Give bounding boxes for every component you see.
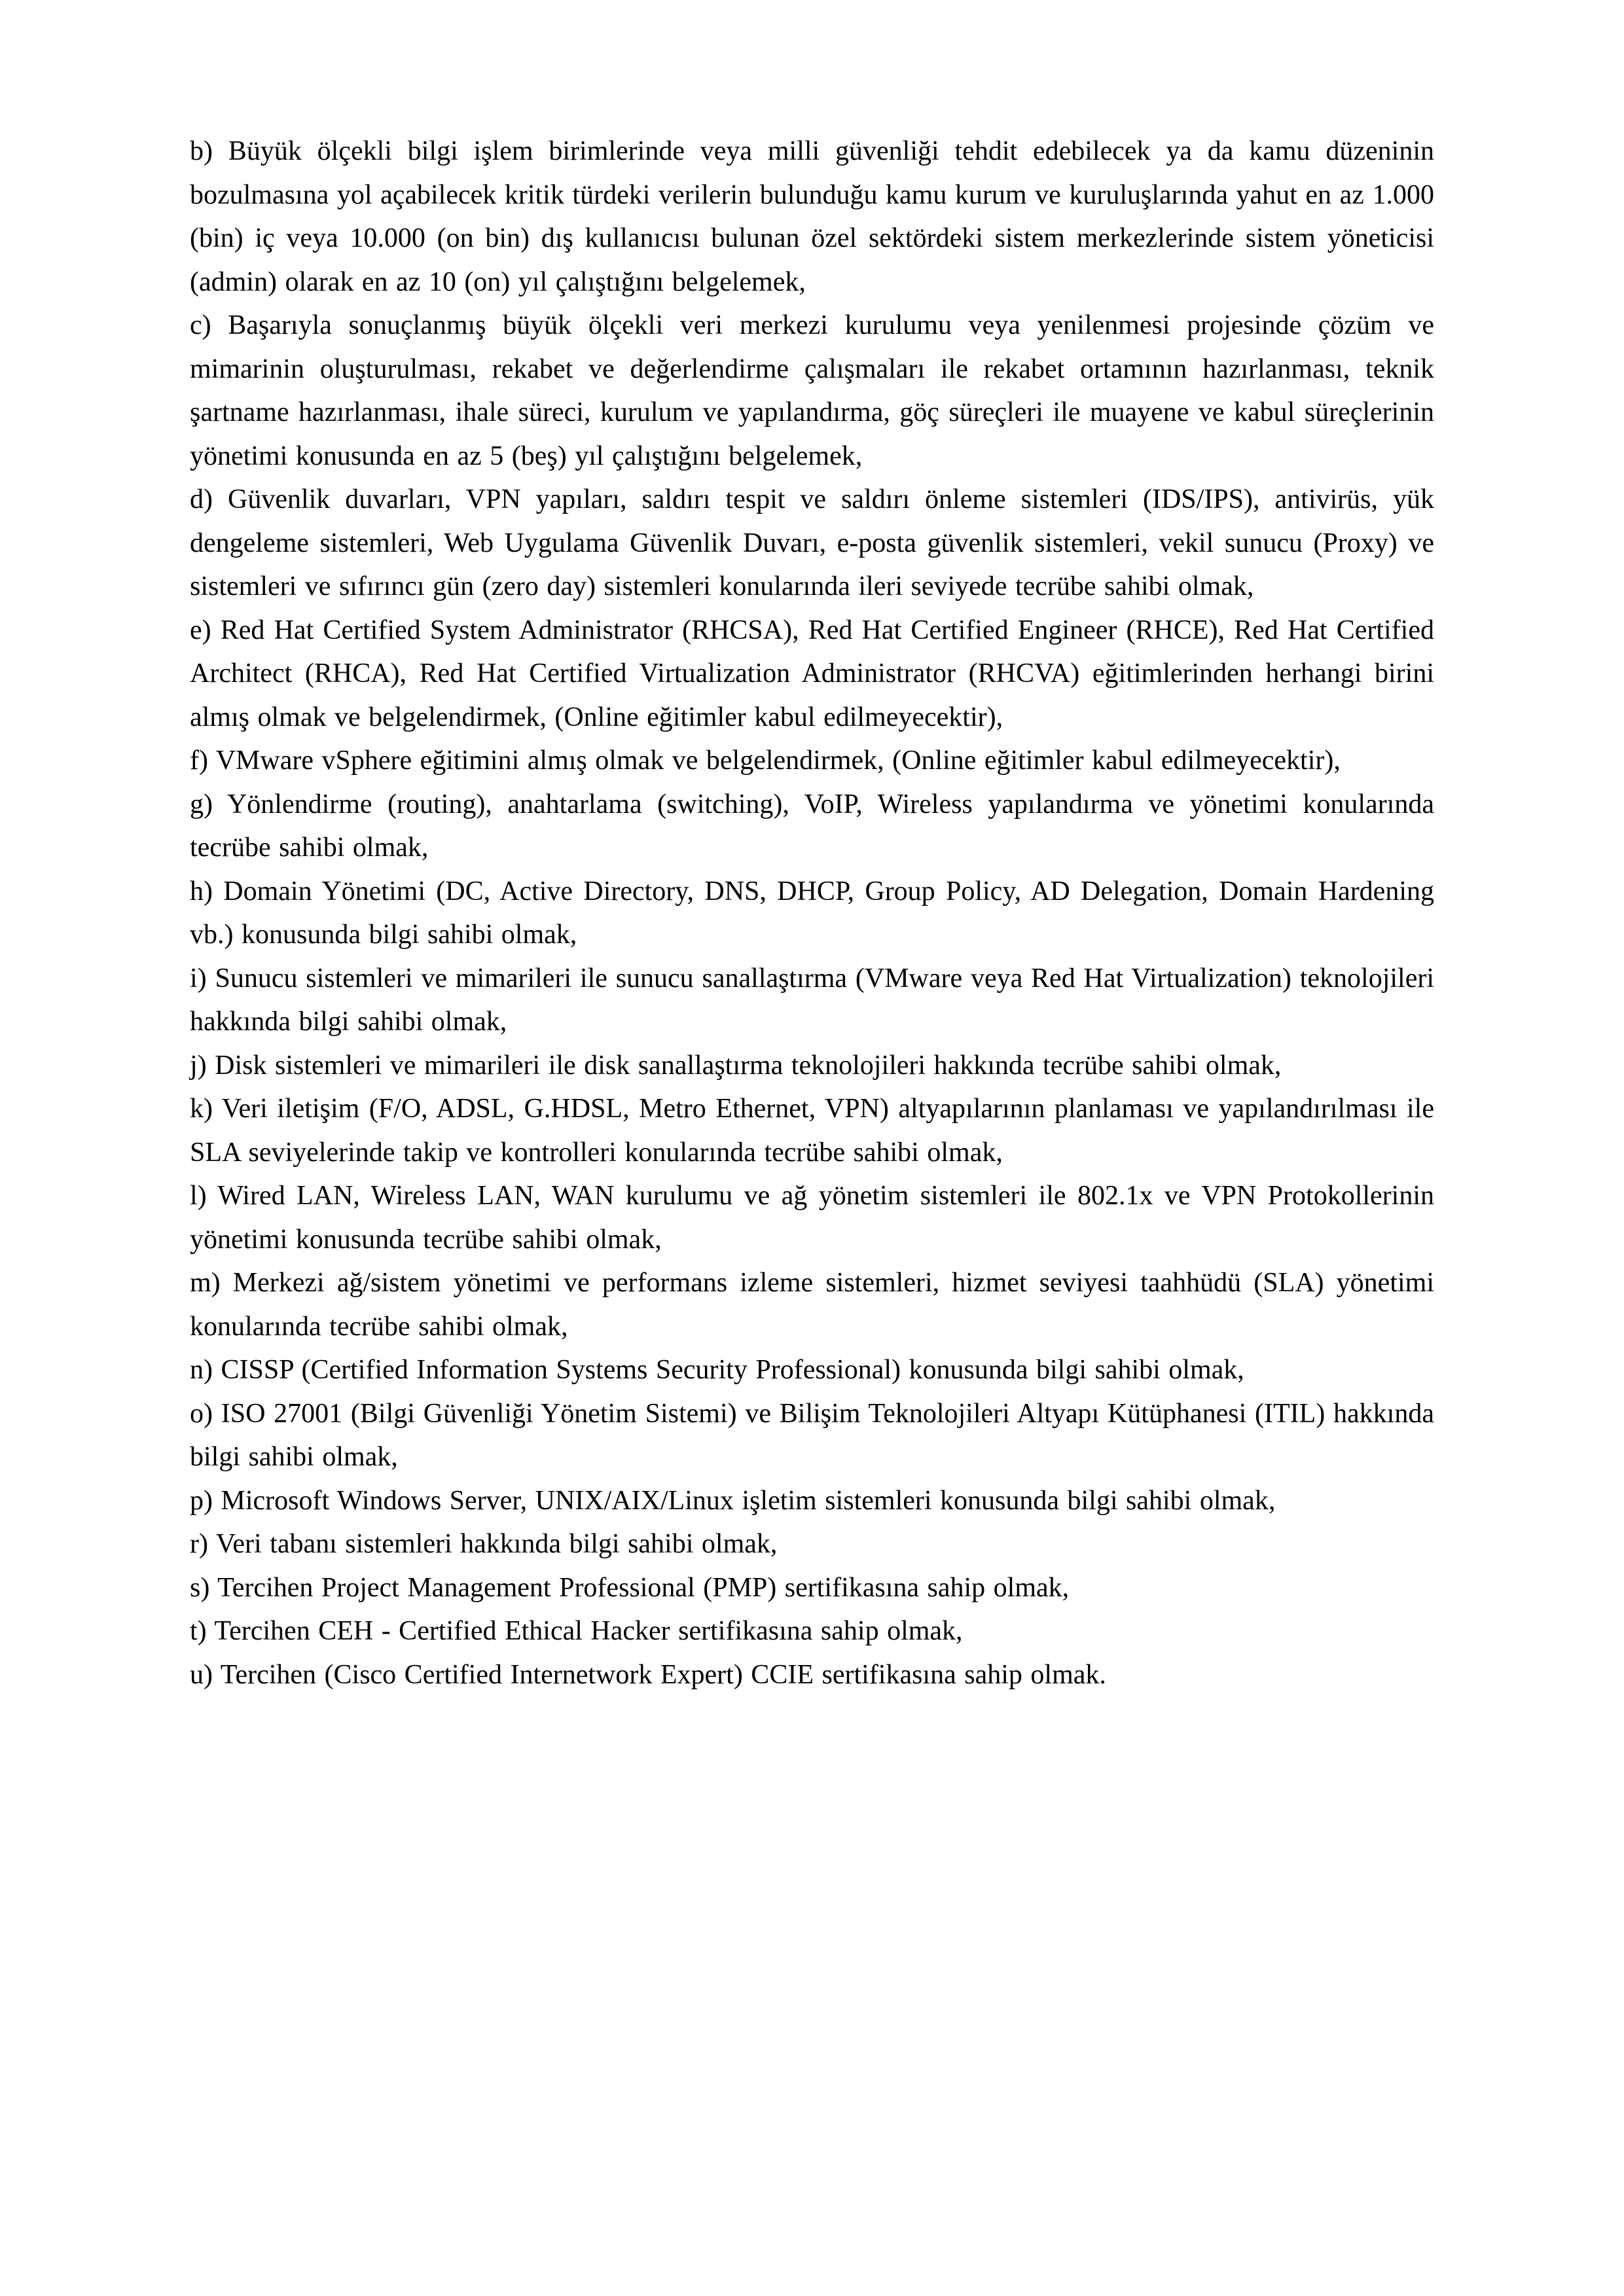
requirement-item-m: m) Merkezi ağ/sistem yönetimi ve performans izleme sistemleri, hizmet seviyesi taahhüdü (SLA) yönetimi konularında tecrübe sahibi olmak, [190,1268,1434,1342]
requirement-item-u: u) Tercihen (Cisco Certified Internetwork Expert) CCIE sertifikasına sahip olmak. [190,1659,1106,1690]
requirement-item-e: e) Red Hat Certified System Administrator (RHCSA), Red Hat Certified Engineer (RHCE), Red Hat Certified Architect (RHCA), Red Hat Certified Virtualization Administrator (RHCVA) eğitimlerinden herhangi birini almış olmak ve belgelendirmek, (Online eğitimler kabul edilmeyecektir), [190,615,1434,732]
requirement-item-l: l) Wired LAN, Wireless LAN, WAN kurulumu ve ağ yönetim sistemleri ile 802.1x ve VPN Protokollerinin yönetimi konusunda tecrübe sahibi olmak, [190,1181,1434,1255]
requirement-item-f: f) VMware vSphere eğitimini almış olmak ve belgelendirmek, (Online eğitimler kabul edilmeyecektir), [190,745,1341,776]
requirements-list [190,130,1434,1696]
requirement-item-p: p) Microsoft Windows Server, UNIX/AIX/Linux işletim sistemleri konusunda bilgi sahibi olmak, [190,1485,1276,1516]
requirement-item-k: k) Veri iletişim (F/O, ADSL, G.HDSL, Metro Ethernet, VPN) altyapılarının planlaması ve yapılandırılması ile SLA seviyelerinde takip ve kontrolleri konularında tecrübe sahibi olmak, [190,1094,1434,1168]
requirement-item-g: g) Yönlendirme (routing), anahtarlama (switching), VoIP, Wireless yapılandırma ve yönetimi konularında tecrübe sahibi olmak, [190,789,1434,863]
requirement-item-i: i) Sunucu sistemleri ve mimarileri ile sunucu sanallaştırma (VMware veya Red Hat Virtualization) teknolojileri hakkında bilgi sahibi olmak, [190,963,1434,1037]
requirement-item-j: j) Disk sistemleri ve mimarileri ile disk sanallaştırma teknolojileri hakkında tecrübe sahibi olmak, [190,1050,1282,1081]
requirement-item-b: b) Büyük ölçekli bilgi işlem birimlerinde veya milli güvenliği tehdit edebilecek ya da kamu düzeninin bozulmasına yol açabilecek kritik türdeki verilerin bulunduğu kamu kurum ve kuruluşlarında yahut en az 1.000 (bin) iç veya 10.000 (on bin) dış kullanıcısı bulunan özel sektördeki sistem merkezlerinde sistem yöneticisi (admin) olarak en az 10 (on) yıl çalıştığını belgelemek, [190,136,1434,297]
requirement-item-o: o) ISO 27001 (Bilgi Güvenliği Yönetim Sistemi) ve Bilişim Teknolojileri Altyapı Kütüphanesi (ITIL) hakkında bilgi sahibi olmak, [190,1398,1434,1472]
requirement-item-r: r) Veri tabanı sistemleri hakkında bilgi sahibi olmak, [190,1529,778,1559]
requirement-item-s: s) Tercihen Project Management Professional (PMP) sertifikasına sahip olmak, [190,1572,1070,1603]
requirement-item-d: d) Güvenlik duvarları, VPN yapıları, saldırı tespit ve saldırı önleme sistemleri (IDS/IPS), antivirüs, yük dengeleme sistemleri, Web Uygulama Güvenlik Duvarı, e-posta güvenlik sistemleri, vekil sunucu (Proxy) ve sistemleri ve sıfırıncı gün (zero day) sistemleri konularında ileri seviyede tecrübe sahibi olmak, [190,484,1434,601]
requirement-item-n: n) CISSP (Certified Information Systems Security Professional) konusunda bilgi sahibi olmak, [190,1355,1244,1385]
requirement-item-c: c) Başarıyla sonuçlanmış büyük ölçekli veri merkezi kurulumu veya yenilenmesi projesinde çözüm ve mimarinin oluşturulması, rekabet ve değerlendirme çalışmaları ile rekabet ortamının hazırlanması, teknik şartname hazırlanması, ihale süreci, kurulum ve yapılandırma, göç süreçleri ile muayene ve kabul süreçlerinin yönetimi konusunda en az 5 (beş) yıl çalıştığını belgelemek, [190,310,1434,471]
requirement-item-h: h) Domain Yönetimi (DC, Active Directory, DNS, DHCP, Group Policy, AD Delegation, Domain Hardening vb.) konusunda bilgi sahibi olmak, [190,876,1434,950]
requirement-item-t: t) Tercihen CEH - Certified Ethical Hacker sertifikasına sahip olmak, [190,1616,963,1646]
